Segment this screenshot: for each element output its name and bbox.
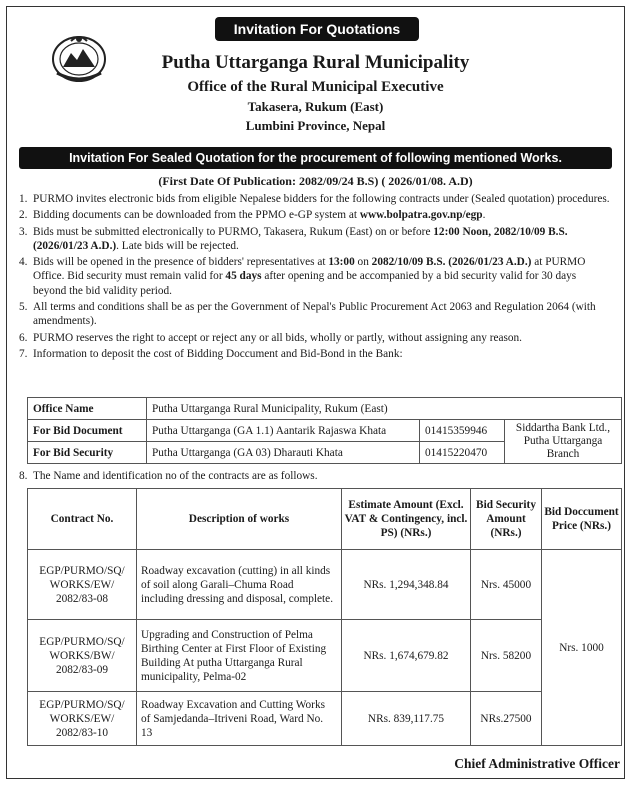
bid-security-account-number: 01415220470 (420, 442, 505, 464)
address-line-2: Lumbini Province, Nepal (245, 118, 386, 133)
clause-item (19, 300, 610, 329)
clause-item (19, 208, 610, 222)
clause-number: 6. (19, 331, 28, 344)
header-bid-security: Bid Security Amount (NRs.) (471, 489, 542, 550)
contract-description: Roadway excavation (cutting) in all kinds of soil along Garali–Chuma Road including dressing and disposal, complete. (137, 550, 342, 620)
clause-item (19, 331, 610, 345)
office-label: Office Name (28, 398, 147, 420)
bank-branch: Siddartha Bank Ltd., Putha Uttarganga Branch (505, 420, 622, 464)
clause-text: The Name and identification no of the contracts are as follows. (33, 470, 318, 482)
contract-description: Roadway Excavation and Cutting Works of Samjedanda–Itriveni Road, Ward No. 13 (137, 692, 342, 746)
office-name: Office of the Rural Municipal Executive (187, 79, 444, 95)
clause-text (33, 331, 610, 345)
header-description: Description of works (137, 489, 342, 550)
clause-fragment: Bids will be opened in the presence of bidders' representatives at (33, 256, 329, 269)
clause-item (19, 225, 610, 254)
document-price: Nrs. 1000 (542, 550, 622, 746)
clause-number: 1. (19, 193, 28, 205)
clause-fragment: on (354, 256, 372, 269)
contract-no: EGP/PURMO/SQ/ WORKS/EW/ 2082/83-10 (28, 692, 137, 746)
clause-item (19, 255, 610, 298)
contracts-table (27, 488, 622, 746)
contract-no: EGP/PURMO/SQ/ WORKS/EW/ 2082/83-08 (28, 550, 137, 620)
clause-number: 7. (19, 347, 28, 360)
address-line-1: Takasera, Rukum (East) (247, 99, 384, 114)
clause-fragment: 45 days (225, 270, 262, 283)
clause-8 (19, 470, 318, 482)
notice-title: Invitation For Sealed Quotation for the procurement of following mentioned Works. (19, 147, 612, 169)
bid-security-amount: NRs.27500 (471, 692, 542, 746)
signature-title: Chief Administrative Officer (454, 756, 620, 771)
clause-fragment: 2082/10/09 B.S. (2026/01/23 A.D.) (371, 256, 532, 269)
clause-fragment: Bids must be submitted electronically to PURMO, Takasera, Rukum (East) on or before (33, 225, 434, 238)
clause-fragment: Bidding documents can be downloaded from the PPMO e-GP system at (33, 209, 360, 222)
clause-number: 5. (19, 301, 28, 314)
clause-fragment: . Late bids will be rejected. (116, 239, 239, 252)
clause-number: 4. (19, 256, 28, 269)
table-header-row (28, 489, 622, 550)
estimate-amount: NRs. 1,674,679.82 (342, 620, 471, 692)
clause-text (33, 255, 610, 298)
bid-document-account-name: Putha Uttarganga (GA 1.1) Aantarik Rajaswa Khata (147, 420, 420, 442)
clause-fragment: 13:00 (328, 256, 355, 269)
clause-fragment: www.bolpatra.gov.np/egp (359, 209, 483, 222)
municipality-name: Putha Uttarganga Rural Municipality (161, 52, 470, 73)
clause-item (19, 192, 610, 206)
table-row (28, 550, 622, 620)
bid-document-label: For Bid Document (28, 420, 147, 442)
clause-number: 2. (19, 209, 28, 222)
table-row (28, 692, 622, 746)
table-row (28, 420, 622, 442)
clause-fragment: Information to deposit the cost of Bidding Doccument and Bid-Bond in the Bank: (33, 347, 403, 360)
header-document-price: Bid Doccument Price (NRs.) (542, 489, 622, 550)
contract-description: Upgrading and Construction of Pelma Birthing Center at First Floor of Existing Building At putha Uttarganga Rural municipality, Pelma-02 (137, 620, 342, 692)
header-estimate-amount: Estimate Amount (Excl. VAT & Contingency, incl. PS) (NRs.) (342, 489, 471, 550)
header-contract-no: Contract No. (28, 489, 137, 550)
publication-date: (First Date Of Publication: 2082/09/24 B.S) ( 2026/01/08. A.D) (158, 174, 473, 188)
clause-list (19, 192, 610, 363)
estimate-amount: NRs. 1,294,348.84 (342, 550, 471, 620)
clause-number: 3. (19, 225, 28, 238)
letterhead (7, 51, 624, 135)
bank-info-table (27, 397, 622, 464)
clause-fragment: . (482, 209, 486, 222)
clause-number: 8. (19, 470, 28, 482)
clause-text (33, 300, 610, 329)
clause-text (33, 192, 610, 206)
bid-security-amount: Nrs. 45000 (471, 550, 542, 620)
bid-document-account-number: 01415359946 (420, 420, 505, 442)
bid-security-label: For Bid Security (28, 442, 147, 464)
clause-text (33, 347, 610, 361)
clause-item (19, 347, 610, 361)
table-row (28, 620, 622, 692)
clause-fragment: after opening and be accompanied by a bid security valid for 30 days beyond the bid validity period. (33, 270, 577, 297)
office-value: Putha Uttarganga Rural Municipality, Rukum (East) (147, 398, 622, 420)
clause-fragment: 12:00 Noon, 2082/10/09 B.S. (2026/01/23 A.D.) (33, 225, 568, 252)
banner-title: Invitation For Quotations (215, 17, 419, 41)
contract-no: EGP/PURMO/SQ/ WORKS/BW/ 2082/83-09 (28, 620, 137, 692)
bid-security-account-name: Putha Uttarganga (GA 03) Dharauti Khata (147, 442, 420, 464)
clause-text (33, 208, 610, 222)
table-row (28, 398, 622, 420)
clause-text (33, 225, 610, 254)
bid-security-amount: Nrs. 58200 (471, 620, 542, 692)
clause-fragment: All terms and conditions shall be as per the Government of Nepal's Public Procurement Act 2063 and Regulation 2064 (with amendments). (33, 301, 596, 328)
clause-fragment: PURMO invites electronic bids from eligible Nepalese bidders for the following contracts under (Sealed quotation) procedures. (33, 193, 610, 205)
estimate-amount: NRs. 839,117.75 (342, 692, 471, 746)
clause-fragment: at PURMO Office. Bid security must remain valid for (33, 256, 586, 283)
notice-page (6, 6, 625, 779)
clause-fragment: PURMO reserves the right to accept or reject any or all bids, wholly or partly, without assigning any reason. (33, 331, 522, 344)
